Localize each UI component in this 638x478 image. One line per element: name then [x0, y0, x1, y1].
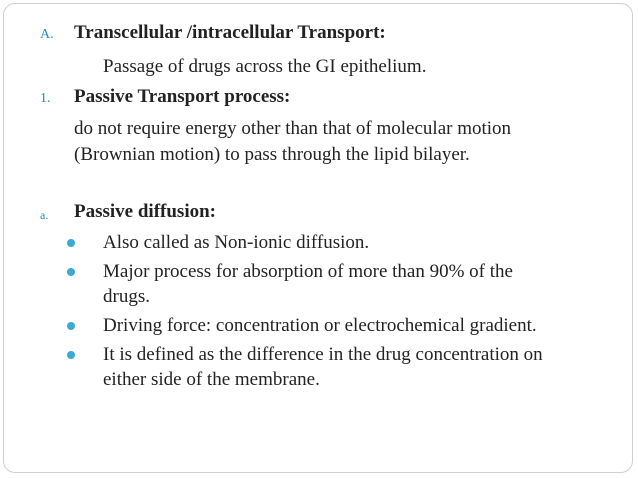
bullet-text-continuation: drugs. [103, 286, 150, 307]
bullet-dot-icon [67, 239, 75, 247]
bullet-dot-icon [67, 322, 75, 330]
section-1-description-line: (Brownian motion) to pass through the lipid bilayer. [74, 144, 470, 165]
section-1-marker: 1. [40, 91, 51, 106]
section-a-marker: A. [40, 27, 54, 42]
bullet-text: Driving force: concentration or electrochemical gradient. [103, 315, 537, 336]
bullet-dot-icon [67, 268, 75, 276]
section-1-heading: Passive Transport process: [74, 86, 291, 107]
bullet-text: Major process for absorption of more than 90% of the [103, 261, 513, 282]
section-a-heading: Transcellular /intracellular Transport: [74, 22, 386, 43]
section-a-sub-marker: a. [40, 208, 49, 222]
bullet-text: Also called as Non-ionic diffusion. [103, 232, 370, 253]
section-a-description: Passage of drugs across the GI epithelium. [103, 56, 427, 77]
bullet-text: It is defined as the difference in the drug concentration on [103, 344, 543, 365]
section-a-sub-heading: Passive diffusion: [74, 201, 216, 222]
bullet-dot-icon [67, 351, 75, 359]
section-1-description-line: do not require energy other than that of molecular motion [74, 118, 512, 139]
bullet-text-continuation: either side of the membrane. [103, 369, 320, 390]
